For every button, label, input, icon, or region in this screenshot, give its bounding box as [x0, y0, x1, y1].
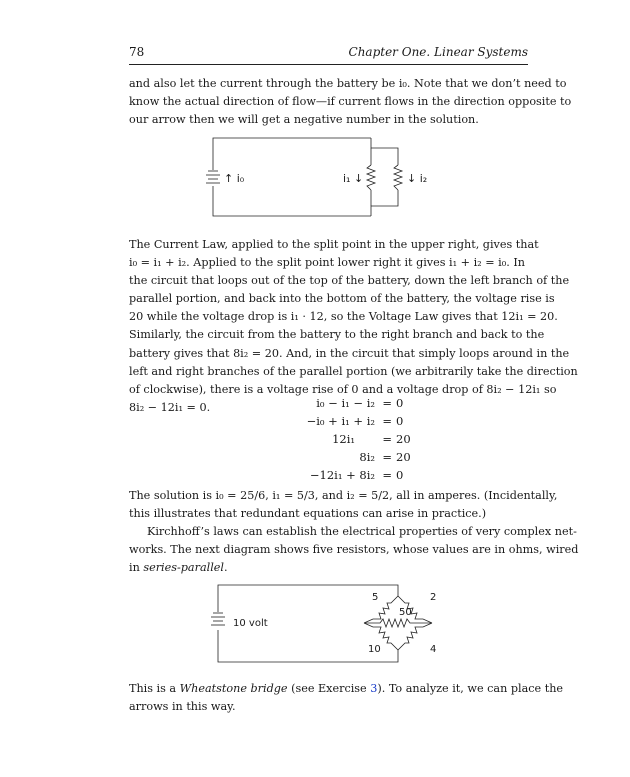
equation-row: 8i₂ = 20 [359, 450, 411, 465]
text-line: our arrow then we will get a negative number in the solution. [129, 113, 479, 127]
series-parallel-term: series-parallel [143, 561, 224, 575]
page-number: 78 [129, 45, 145, 59]
text-line: parallel portion, and back into the bottom of the battery, the voltage rise is [129, 292, 555, 306]
resistor-top-left [364, 596, 398, 623]
text-line: left and right branches of the parallel portion (we arbitrarily take the direction [129, 364, 578, 378]
equation-lhs: −12i₁ + 8i₂ [309, 468, 375, 483]
battery-current-label: ↑ i₀ [224, 172, 245, 185]
text-line: 8i₂ − 12i₁ = 0. [129, 400, 211, 414]
equation-row: −12i₁ + 8i₂ = 0 [309, 468, 404, 483]
text-line: the circuit that loops out of the top of the battery, down the left branch of the [129, 274, 570, 288]
equation-rhs: 0 [396, 414, 404, 429]
exercise-link[interactable]: 3 [370, 682, 378, 695]
text-line: in series-parallel. [129, 561, 228, 575]
equation-row: 12i₁ = 20 [332, 432, 411, 447]
equation-lhs: 8i₂ [359, 450, 375, 465]
text-line: This is a Wheatstone bridge (see Exercise 3). To analyze it, we can place the [129, 682, 564, 695]
resistor-middle-value: 50 [399, 607, 412, 618]
text-line: works. The next diagram shows five resistors, whose values are in ohms, wired [129, 543, 579, 557]
resistor-middle [364, 619, 432, 627]
resistor-bottom-right [398, 623, 432, 650]
resistor-top-left-value: 5 [372, 592, 379, 603]
chapter-title: Chapter One. Linear Systems [348, 45, 528, 59]
text-line: this illustrates that redundant equations can arise in practice.) [129, 507, 487, 521]
text-line: and also let the current through the battery be i₀. Note that we don’t need to [129, 77, 567, 90]
text-line: Similarly, the circuit from the battery to the right branch and back to the [129, 328, 545, 342]
text-line: i₀ = i₁ + i₂. Applied to the split point lower right it gives i₁ + i₂ = i₀. In [129, 256, 525, 270]
left-branch-current-label: i₁ ↓ [343, 172, 364, 185]
equation-row: i₀ − i₁ − i₂ = 0 [316, 396, 404, 410]
text-line: know the actual direction of flow—if current flows in the direction opposite to [129, 95, 572, 109]
text-line: Kirchhoff’s laws can establish the electrical properties of very complex net- [147, 525, 577, 538]
equation-lhs: 12i₁ [332, 432, 355, 447]
battery-voltage-label: 10 volt [233, 618, 268, 629]
wheatstone-bridge-term: Wheatstone bridge [179, 682, 288, 695]
resistor-bottom-left-value: 10 [368, 644, 381, 655]
equation-rhs: 0 [396, 468, 404, 483]
resistor-top-right-value: 2 [430, 592, 437, 603]
equation-row: −i₀ + i₁ + i₂ = 0 [306, 414, 404, 429]
paragraph-wheatstone [129, 680, 564, 716]
text-line: The Current Law, applied to the split point in the upper right, gives that [129, 238, 539, 251]
right-branch-current-label: ↓ i₂ [407, 172, 428, 185]
text-line: The solution is i₀ = 25/6, i₁ = 5/3, and i₂ = 5/2, all in amperes. (Incidentally, [129, 489, 558, 502]
resistor-bottom-right-value: 4 [430, 644, 437, 655]
text-line: of clockwise), there is a voltage rise of 0 and a voltage drop of 8i₂ − 12i₁ so [129, 382, 557, 396]
equation-rhs: 20 [396, 450, 411, 465]
text-line: battery gives that 8i₂ = 20. And, in the circuit that simply loops around in the [129, 346, 570, 360]
equation-rhs: 0 [396, 396, 404, 410]
equation-lhs: i₀ − i₁ − i₂ [316, 396, 375, 410]
text-line: 20 while the voltage drop is i₁ · 12, so the Voltage Law gives that 12i₁ = 20. [129, 310, 558, 324]
equation-rhs: 20 [396, 432, 411, 447]
text-line: arrows in this way. [129, 700, 236, 714]
equation-lhs: −i₀ + i₁ + i₂ [306, 414, 375, 429]
